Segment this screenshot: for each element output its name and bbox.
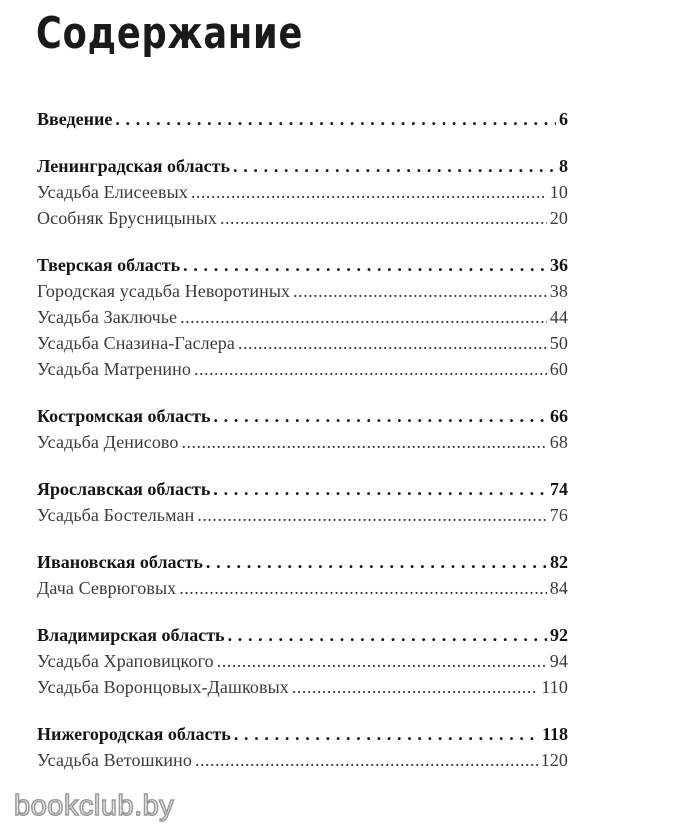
toc-entry[interactable] [37, 304, 568, 330]
dot-leader [183, 252, 547, 278]
toc-section-heading[interactable] [37, 252, 568, 278]
dot-leader [115, 106, 556, 132]
toc-entry[interactable] [37, 575, 568, 601]
toc-section-heading-page-number: 118 [541, 724, 568, 744]
toc-entry[interactable] [37, 502, 568, 528]
toc-section-heading-page-number: 74 [550, 479, 568, 499]
toc-section-heading[interactable] [37, 403, 568, 429]
dot-leader [180, 304, 547, 330]
toc-section [37, 721, 568, 773]
toc-section-heading-page-number: 66 [550, 406, 568, 426]
toc-entry-page-number: 94 [549, 651, 568, 671]
toc-section-heading[interactable] [37, 622, 568, 648]
toc-entry-page-number: 120 [540, 750, 568, 770]
dot-leader [206, 549, 547, 575]
toc-entry-title: Городская усадьба Неворотиных [37, 281, 291, 301]
toc-entry-page-number: 68 [549, 432, 568, 452]
toc-entry-title: Усадьба Ветошкино [37, 750, 192, 770]
toc-section [37, 106, 568, 132]
toc-section-heading-page-number: 6 [559, 109, 568, 129]
toc-entry-page-number: 38 [549, 281, 568, 301]
toc-entry-title: Усадьба Заключье [37, 307, 178, 327]
toc-entry[interactable] [37, 356, 568, 382]
dot-leader [191, 179, 547, 205]
toc-section [37, 549, 568, 601]
dot-leader [292, 674, 538, 700]
toc-entry[interactable] [37, 648, 568, 674]
dot-leader [228, 622, 547, 648]
toc-entry[interactable] [37, 674, 568, 700]
toc-entry-page-number: 60 [549, 359, 568, 379]
toc-section-heading-title: Нижегородская область [37, 724, 231, 744]
dot-leader [293, 278, 547, 304]
toc-section-heading-title: Владимирская область [37, 625, 225, 645]
toc-entry-page-number: 50 [549, 333, 568, 353]
toc-section [37, 403, 568, 455]
toc-section-heading[interactable] [37, 476, 568, 502]
toc-entry[interactable] [37, 278, 568, 304]
toc-section-heading-page-number: 8 [559, 156, 568, 176]
page-title: Содержание [36, 8, 304, 59]
toc-entry-page-number: 76 [549, 505, 568, 525]
toc-section-heading-page-number: 92 [550, 625, 568, 645]
toc-section-heading-page-number: 82 [550, 552, 568, 572]
toc-entry-page-number: 44 [549, 307, 568, 327]
dot-leader [213, 403, 547, 429]
dot-leader [197, 502, 546, 528]
toc-entry-page-number: 10 [549, 182, 568, 202]
dot-leader [179, 575, 547, 601]
dot-leader [182, 429, 547, 455]
toc-section [37, 252, 568, 382]
dot-leader [238, 330, 547, 356]
toc-entry-title: Усадьба Воронцовых-Дашковых [37, 677, 289, 697]
dot-leader [195, 747, 538, 773]
toc-section [37, 476, 568, 528]
toc-entry[interactable] [37, 330, 568, 356]
toc-entry-title: Усадьба Елисеевых [37, 182, 188, 202]
toc-section-heading-title: Ивановская область [37, 552, 203, 572]
toc-section-heading[interactable] [37, 549, 568, 575]
toc-section-heading[interactable] [37, 721, 568, 747]
toc-entry-title: Дача Севрюговых [37, 578, 177, 598]
dot-leader [233, 153, 556, 179]
toc-entry-title: Усадьба Бостельман [37, 505, 195, 525]
toc-entry[interactable] [37, 205, 568, 231]
toc-section-heading-title: Тверская область [37, 255, 181, 275]
dot-leader [220, 205, 547, 231]
toc-section-heading-title: Ленинградская область [37, 156, 231, 176]
toc-entry[interactable] [37, 179, 568, 205]
toc-entry-title: Усадьба Матренино [37, 359, 191, 379]
watermark: bookclub.by [14, 790, 175, 822]
dot-leader [234, 721, 539, 747]
toc-entry-page-number: 20 [549, 208, 568, 228]
toc-section-heading[interactable] [37, 106, 568, 132]
toc-entry-title: Особняк Брусницыных [37, 208, 218, 228]
toc-section-heading-page-number: 36 [550, 255, 568, 275]
toc-section-heading-title: Ярославская область [37, 479, 211, 499]
toc-section-heading-title: Костромская область [37, 406, 211, 426]
toc-entry[interactable] [37, 429, 568, 455]
dot-leader [213, 476, 547, 502]
toc-section [37, 622, 568, 700]
toc-section [37, 153, 568, 231]
table-of-contents [37, 106, 568, 773]
toc-section-heading-title: Введение [37, 109, 113, 129]
toc-entry[interactable] [37, 747, 568, 773]
toc-section-heading[interactable] [37, 153, 568, 179]
dot-leader [194, 356, 547, 382]
toc-entry-title: Усадьба Денисово [37, 432, 179, 452]
toc-entry-title: Усадьба Храповицкого [37, 651, 214, 671]
dot-leader [217, 648, 547, 674]
toc-entry-page-number: 84 [549, 578, 568, 598]
toc-entry-page-number: 110 [541, 677, 568, 697]
toc-entry-title: Усадьба Сназина-Гаслера [37, 333, 235, 353]
